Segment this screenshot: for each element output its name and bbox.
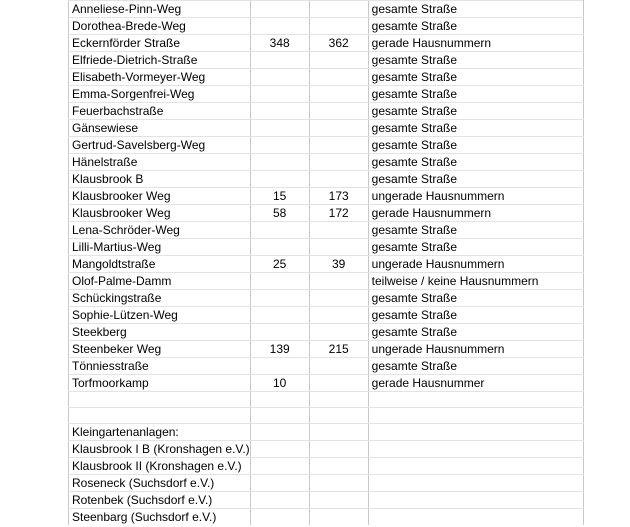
cell-number-from[interactable] — [250, 392, 309, 408]
cell-number-from[interactable] — [250, 475, 309, 492]
cell-number-to[interactable] — [309, 441, 368, 458]
cell-scope[interactable]: gesamte Straße — [368, 290, 583, 307]
cell-scope[interactable]: teilweise / keine Hausnummern — [368, 273, 583, 290]
cell-scope[interactable]: gesamte Straße — [368, 222, 583, 239]
cell-scope[interactable] — [368, 424, 583, 441]
cell-scope[interactable] — [368, 509, 583, 526]
cell-scope[interactable]: ungerade Hausnummern — [368, 188, 583, 205]
cell-street-name[interactable]: Steenbeker Weg — [69, 341, 251, 358]
cell-number-to[interactable] — [309, 86, 368, 103]
cell-number-from[interactable] — [250, 307, 309, 324]
cell-street-name[interactable]: Lena-Schröder-Weg — [69, 222, 251, 239]
cell-number-from[interactable] — [250, 290, 309, 307]
cell-street-name[interactable]: Steekberg — [69, 324, 251, 341]
table-row — [69, 35, 584, 52]
cell-scope[interactable] — [368, 441, 583, 458]
cell-number-to[interactable]: 215 — [309, 341, 368, 358]
cell-number-from[interactable] — [250, 171, 309, 188]
table-row — [69, 154, 584, 171]
cell-number-from[interactable] — [250, 441, 309, 458]
cell-number-to[interactable] — [309, 103, 368, 120]
street-table — [68, 0, 584, 525]
table-row — [69, 205, 584, 222]
cell-street-name[interactable]: Olof-Palme-Damm — [69, 273, 251, 290]
cell-number-to[interactable] — [309, 239, 368, 256]
table-row — [69, 188, 584, 205]
cell-number-to[interactable]: 39 — [309, 256, 368, 273]
cell-number-to[interactable] — [309, 424, 368, 441]
cell-number-to[interactable] — [309, 307, 368, 324]
cell-street-name[interactable]: Tönniesstraße — [69, 358, 251, 375]
table-row — [69, 137, 584, 154]
cell-number-from[interactable]: 25 — [250, 256, 309, 273]
allotment-row — [69, 509, 584, 526]
allotment-row — [69, 475, 584, 492]
table-row — [69, 69, 584, 86]
cell-number-from[interactable] — [250, 408, 309, 424]
table-row — [69, 273, 584, 290]
cell-street-name[interactable]: Roseneck (Suchsdorf e.V.) — [69, 475, 251, 492]
cell-number-to[interactable] — [309, 475, 368, 492]
cell-number-to[interactable] — [309, 52, 368, 69]
cell-street-name[interactable]: Torfmoorkamp — [69, 375, 251, 392]
cell-number-from[interactable] — [250, 458, 309, 475]
cell-street-name[interactable]: Mangoldtstraße — [69, 256, 251, 273]
cell-street-name[interactable]: Klausbrooker Weg — [69, 205, 251, 222]
table-row — [69, 1, 584, 18]
table-row — [69, 120, 584, 137]
cell-number-from[interactable] — [250, 222, 309, 239]
cell-scope[interactable]: gesamte Straße — [368, 171, 583, 188]
table-row — [69, 222, 584, 239]
cell-number-from[interactable] — [250, 52, 309, 69]
cell-street-name[interactable]: Schückingstraße — [69, 290, 251, 307]
cell-street-name[interactable]: Steenbarg (Suchsdorf e.V.) — [69, 509, 251, 526]
cell-number-from[interactable] — [250, 509, 309, 526]
cell-number-to[interactable] — [309, 120, 368, 137]
empty-row — [69, 392, 584, 408]
cell-number-to[interactable] — [309, 69, 368, 86]
cell-number-to[interactable] — [309, 18, 368, 35]
cell-scope[interactable]: gerade Hausnummern — [368, 205, 583, 222]
cell-scope[interactable]: ungerade Hausnummern — [368, 341, 583, 358]
cell-street-name[interactable] — [69, 408, 251, 424]
cell-number-from[interactable]: 139 — [250, 341, 309, 358]
cell-number-to[interactable] — [309, 171, 368, 188]
cell-scope[interactable]: gesamte Straße — [368, 52, 583, 69]
empty-row — [69, 408, 584, 424]
cell-number-to[interactable] — [309, 222, 368, 239]
table-row — [69, 341, 584, 358]
cell-street-name[interactable]: Feuerbachstraße — [69, 103, 251, 120]
allotment-row — [69, 458, 584, 475]
table-row — [69, 324, 584, 341]
cell-scope[interactable]: ungerade Hausnummern — [368, 256, 583, 273]
cell-number-from[interactable] — [250, 137, 309, 154]
table-row — [69, 375, 584, 392]
cell-street-name[interactable]: Klausbrooker Weg — [69, 188, 251, 205]
cell-number-to[interactable]: 172 — [309, 205, 368, 222]
cell-number-to[interactable] — [309, 290, 368, 307]
cell-number-from[interactable]: 58 — [250, 205, 309, 222]
cell-scope[interactable]: gesamte Straße — [368, 69, 583, 86]
cell-number-to[interactable] — [309, 324, 368, 341]
cell-number-from[interactable] — [250, 103, 309, 120]
table-row — [69, 52, 584, 69]
cell-street-name[interactable]: Klausbrook I B (Kronshagen e.V.) — [69, 441, 251, 458]
cell-street-name[interactable]: Dorothea-Brede-Weg — [69, 18, 251, 35]
cell-number-from[interactable]: 10 — [250, 375, 309, 392]
cell-street-name[interactable]: Klausbrook II (Kronshagen e.V.) — [69, 458, 251, 475]
cell-number-from[interactable] — [250, 18, 309, 35]
cell-scope[interactable] — [368, 458, 583, 475]
table-row — [69, 358, 584, 375]
cell-number-from[interactable] — [250, 120, 309, 137]
table-row — [69, 239, 584, 256]
cell-number-from[interactable]: 15 — [250, 188, 309, 205]
cell-street-name[interactable]: Sophie-Lützen-Weg — [69, 307, 251, 324]
cell-number-to[interactable] — [309, 137, 368, 154]
cell-street-name[interactable]: Eckernförder Straße — [69, 35, 251, 52]
cell-street-name[interactable]: Gänsewiese — [69, 120, 251, 137]
cell-scope[interactable] — [368, 392, 583, 408]
cell-scope[interactable]: gesamte Straße — [368, 154, 583, 171]
allotment-row — [69, 441, 584, 458]
cell-scope[interactable] — [368, 492, 583, 509]
table-row — [69, 171, 584, 188]
cell-street-name[interactable]: Hänelstraße — [69, 154, 251, 171]
cell-scope[interactable]: gesamte Straße — [368, 324, 583, 341]
table-row — [69, 290, 584, 307]
cell-street-name[interactable]: Rotenbek (Suchsdorf e.V.) — [69, 492, 251, 509]
cell-number-from[interactable] — [250, 492, 309, 509]
cell-number-to[interactable] — [309, 375, 368, 392]
cell-scope[interactable]: gerade Hausnummern — [368, 35, 583, 52]
cell-number-from[interactable] — [250, 154, 309, 171]
table-row — [69, 18, 584, 35]
cell-scope[interactable]: gesamte Straße — [368, 120, 583, 137]
cell-scope[interactable] — [368, 475, 583, 492]
table-row — [69, 307, 584, 324]
cell-scope[interactable]: gesamte Straße — [368, 307, 583, 324]
cell-scope[interactable] — [368, 408, 583, 424]
cell-number-from[interactable] — [250, 239, 309, 256]
cell-scope[interactable]: gesamte Straße — [368, 1, 583, 18]
cell-scope[interactable]: gesamte Straße — [368, 358, 583, 375]
cell-number-to[interactable] — [309, 358, 368, 375]
table-row — [69, 256, 584, 273]
cell-scope[interactable]: gesamte Straße — [368, 103, 583, 120]
cell-number-from[interactable] — [250, 86, 309, 103]
cell-scope[interactable]: gesamte Straße — [368, 18, 583, 35]
table-row — [69, 86, 584, 103]
cell-scope[interactable]: gerade Hausnummer — [368, 375, 583, 392]
cell-number-from[interactable] — [250, 69, 309, 86]
cell-number-to[interactable] — [309, 154, 368, 171]
cell-street-name[interactable]: Emma-Sorgenfrei-Weg — [69, 86, 251, 103]
cell-street-name[interactable]: Klausbrook B — [69, 171, 251, 188]
cell-number-to[interactable] — [309, 273, 368, 290]
cell-number-from[interactable]: 348 — [250, 35, 309, 52]
cell-number-to[interactable] — [309, 408, 368, 424]
cell-number-to[interactable] — [309, 1, 368, 18]
cell-number-to[interactable] — [309, 492, 368, 509]
cell-number-from[interactable] — [250, 273, 309, 290]
cell-scope[interactable]: gesamte Straße — [368, 86, 583, 103]
cell-number-to[interactable] — [309, 458, 368, 475]
cell-street-name[interactable]: Elfriede-Dietrich-Straße — [69, 52, 251, 69]
cell-street-name[interactable]: Lilli-Martius-Weg — [69, 239, 251, 256]
cell-scope[interactable]: gesamte Straße — [368, 239, 583, 256]
cell-number-from[interactable] — [250, 358, 309, 375]
cell-street-name[interactable]: Kleingartenanlagen: — [69, 424, 251, 441]
allotment-row — [69, 492, 584, 509]
cell-number-to[interactable]: 362 — [309, 35, 368, 52]
allotments-heading-row — [69, 424, 584, 441]
cell-number-from[interactable] — [250, 1, 309, 18]
cell-number-to[interactable] — [309, 392, 368, 408]
table-row — [69, 103, 584, 120]
cell-number-from[interactable] — [250, 424, 309, 441]
cell-street-name[interactable]: Anneliese-Pinn-Weg — [69, 1, 251, 18]
cell-number-to[interactable] — [309, 509, 368, 526]
cell-street-name[interactable]: Elisabeth-Vormeyer-Weg — [69, 69, 251, 86]
cell-number-to[interactable]: 173 — [309, 188, 368, 205]
cell-street-name[interactable]: Gertrud-Savelsberg-Weg — [69, 137, 251, 154]
cell-scope[interactable]: gesamte Straße — [368, 137, 583, 154]
street-table-body — [69, 1, 584, 526]
cell-number-from[interactable] — [250, 324, 309, 341]
cell-street-name[interactable] — [69, 392, 251, 408]
